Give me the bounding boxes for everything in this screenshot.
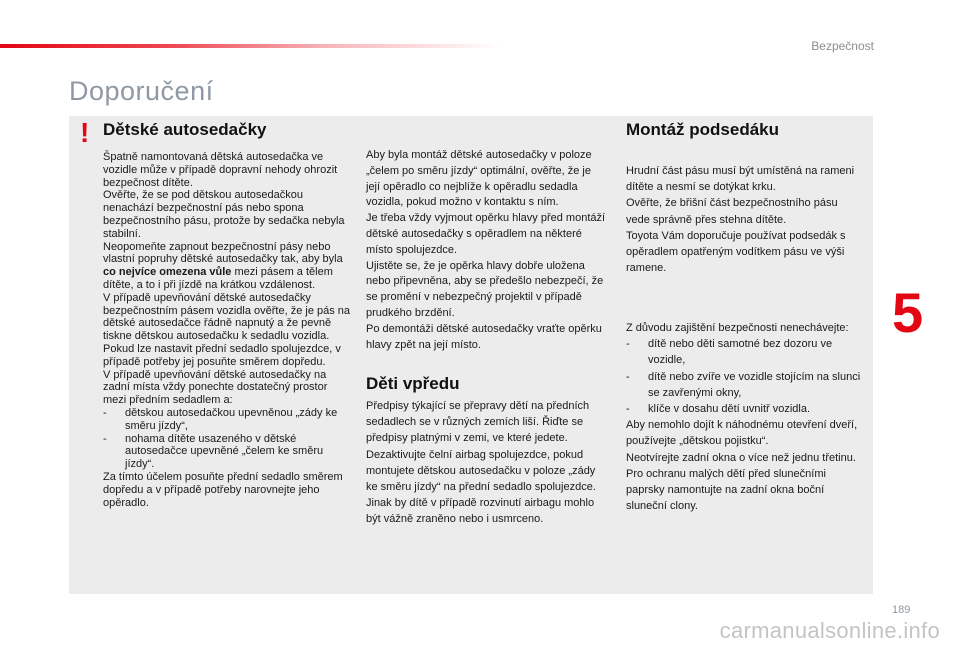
paragraph: Je třeba vždy vyjmout opěrku hlavy před montáží dětské autosedačky s opěradlem na některé místo spolujezdce. (366, 212, 606, 256)
paragraph: Hrudní část pásu musí být umístěná na rameni dítěte a nesmí se dotýkat krku. (626, 165, 855, 194)
column-1-text (103, 151, 351, 509)
paragraph: V případě upevňování dětské autosedačky na zadní místa vždy ponechte dostatečný prostor mezi předním sedadlem a: (103, 368, 328, 407)
heading-booster-seat: Montáž podsedáku (626, 120, 780, 139)
paragraph: Dezaktivujte čelní airbag spolujezdce, pokud montujete dětskou autosedačku v poloze „zády ke směru jízdy“ na přední sedadlo spolujezdce. Jinak by dítě v případě rozvinutí airbagu mohlo být vážně zraněno nebo i usmrceno. (366, 448, 596, 526)
paragraph: Neopomeňte zapnout bezpečnostní pásy nebo vlastní popruhy dětské autosedačky tak, aby byla co nejvíce omezena vůle mezi pásem a tělem dítěte, a to i při jízdě na krátkou vzdálenost. (103, 240, 343, 291)
page-number: 189 (892, 604, 911, 616)
paragraph: Ujistěte se, že je opěrka hlavy dobře uložena nebo připevněna, aby se předešlo nebezpečí, že se promění v nebezpečný projektil v případě prudkého brzdění. (366, 259, 604, 319)
column-3-text-top (626, 163, 864, 276)
section-label: Bezpečnost (811, 39, 874, 53)
heading-children-front: Děti vpředu (366, 374, 460, 393)
column-3-text-bottom (626, 320, 864, 514)
paragraph: Předpisy týkající se přepravy dětí na předních sedadlech se v různých zemích liší. Řiďte se předpisy platnými v zemi, ve které jedete. (366, 400, 590, 445)
bold-phrase: co nejvíce omezena vůle (103, 266, 232, 279)
list-item: - dětskou autosedačkou upevněnou „zády ke směru jízdy“, (103, 406, 338, 432)
column-2-text-top (366, 148, 606, 353)
paragraph: Ověřte, že břišní část bezpečnostního pásu vede správně přes stehna dítěte. (626, 197, 838, 226)
paragraph: Z důvodu zajištění bezpečnosti nenechávejte: (626, 322, 849, 334)
list-item: - nohama dítěte usazeného v dětské autosedačce upevněné „čelem ke směru jízdy“. (103, 432, 324, 471)
watermark: carmanualsonline.info (719, 618, 940, 643)
list-item: - dítě nebo zvíře ve vozidle stojícím na slunci se zavřenými okny, (626, 370, 861, 399)
page-title: Doporučení (69, 76, 214, 106)
paragraph: Neotvírejte zadní okna o více než jednu třetinu. (626, 451, 856, 464)
header-accent-bar (0, 44, 500, 48)
paragraph: Špatně namontovaná dětská autosedačka ve vozidle může v případě dopravní nehody ohrozit bezpečnost dítěte. (103, 151, 338, 189)
paragraph: Za tímto účelem posuňte přední sedadlo směrem dopředu a v případě potřeby narovnejte jeho opěradlo. (103, 470, 343, 509)
paragraph: V případě upevňování dětské autosedačky bezpečnostním pásem vozidla ověřte, že je pás na dětské autosedačce řádně napnutý a že pevně tiskne dětskou autosedačku k sedadlu vozidla. Pokud lze nastavit přední sedadlo spolujezdce, v případě potřeby jej posuňte směrem dopředu. (103, 291, 351, 368)
exclamation-icon: ! (80, 117, 90, 148)
paragraph: Ověřte, že se pod dětskou autosedačkou nenachází bezpečnostní pás nebo spona bezpečnostního pásu, protože by sedačka nebyla stabilní. (103, 189, 345, 240)
chapter-number: 5 (892, 281, 924, 344)
heading-child-seats: Dětské autosedačky (103, 120, 267, 139)
list-item: - klíče v dosahu dětí uvnitř vozidla. (626, 403, 811, 416)
paragraph: Aby nemohlo dojít k náhodnému otevření dveří, používejte „dětskou pojistku“. (626, 419, 858, 448)
list-item: - dítě nebo děti samotné bez dozoru ve vozidle, (626, 338, 833, 367)
paragraph: Toyota Vám doporučuje používat podsedák s opěradlem opatřeným vodítkem pásu ve výši ramene. (626, 229, 846, 275)
paragraph: Aby byla montáž dětské autosedačky v poloze „čelem po směru jízdy“ optimální, ověřte, že je její opěradlo co nejblíže k opěradlu sedadla vozidla, pokud možno v kontaktu s ním. (366, 149, 592, 209)
paragraph: Po demontáži dětské autosedačky vraťte opěrku hlavy zpět na její místo. (366, 322, 602, 351)
column-2-text-bottom (366, 398, 608, 528)
paragraph: Pro ochranu malých dětí před slunečními paprsky namontujte na zadní okna boční sluneční clony. (626, 467, 826, 513)
